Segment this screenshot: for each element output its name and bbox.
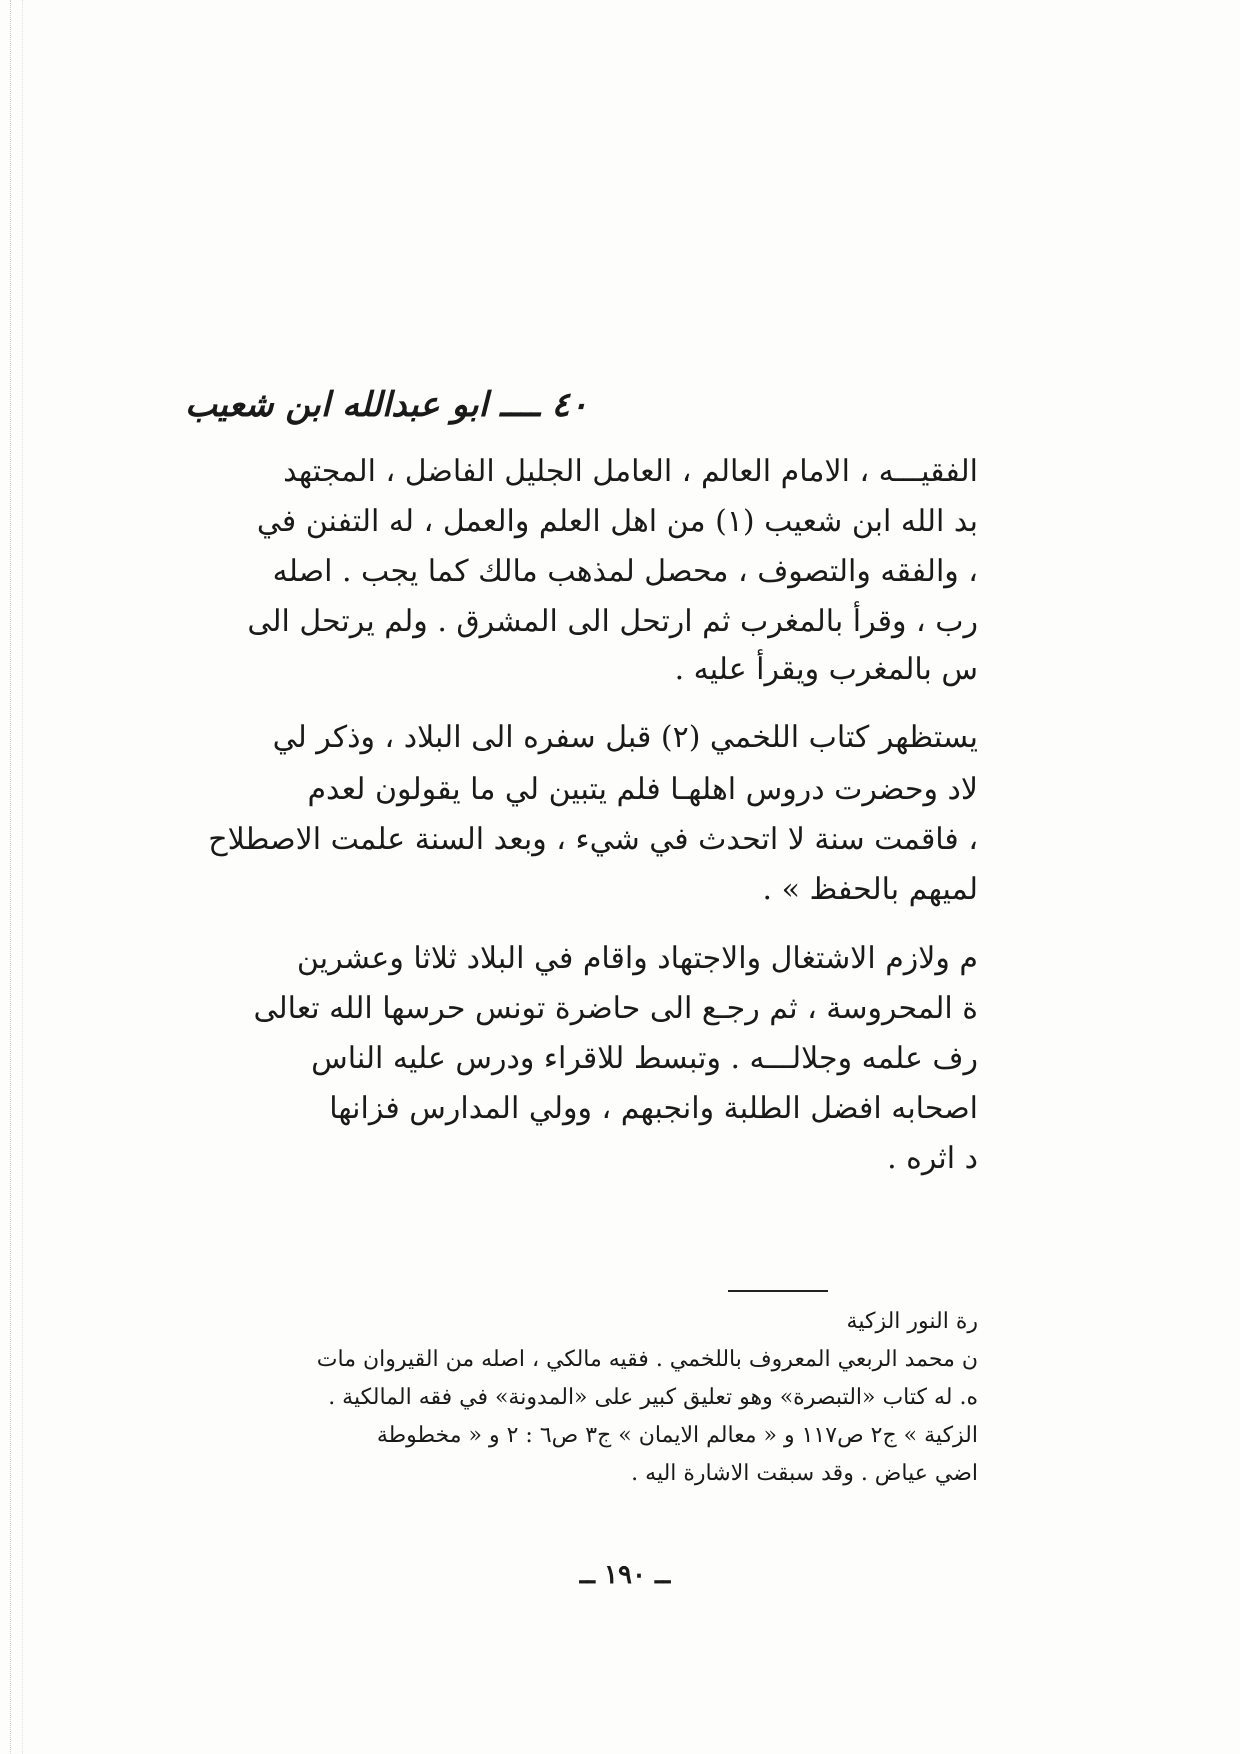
page-number: ــ ١٩٠ ــ: [579, 1560, 671, 1590]
scan-edge-artifact-secondary: [22, 0, 24, 1754]
body-line: م ولازم الاشتغال والاجتهاد واقام في البلاد ثلاثا وعشرين: [296, 941, 978, 976]
body-line: س بالمغرب ويقرأ عليه .: [674, 652, 978, 687]
body-line: د اثره .: [887, 1141, 978, 1176]
footnote-line: رة النور الزكية: [846, 1309, 978, 1334]
section-heading: [185, 385, 705, 425]
footnote-line: ه. له كتاب «التبصرة» وهو تعليق كبير على «المدونة» في فقه المالكية .: [328, 1385, 978, 1410]
body-line: ة المحروسة ، ثم رجـع الى حاضرة تونس حرسها الله تعالى: [253, 991, 978, 1026]
body-line: بد الله ابن شعيب (١) من اهل العلم والعمل ، له التفنن في: [256, 504, 978, 539]
footnote-line: اضي عياض . وقد سبقت الاشارة اليه .: [631, 1461, 978, 1486]
scan-edge-artifact: [10, 0, 14, 1754]
body-line: رب ، وقرأ بالمغرب ثم ارتحل الى المشرق . ولم يرتحل الى: [247, 604, 978, 639]
footnote-line: ن محمد الربعي المعروف باللخمي . فقيه مالكي ، اصله من القيروان مات: [316, 1347, 978, 1372]
body-line: ، والفقه والتصوف ، محصل لمذهب مالك كما يجب . اصله: [272, 554, 978, 589]
body-line: لميهم بالحفظ » .: [762, 872, 978, 907]
body-line: الفقيـــه ، الامام العالم ، العامل الجليل الفاضل ، المجتهد: [283, 454, 978, 489]
body-line: يستظهر كتاب اللخمي (٢) قبل سفره الى البلاد ، وذكر لي: [272, 720, 978, 755]
footnote-line: الزكية » ج٢ ص١١٧ و « معالم الايمان » ج٣ ص٦ : ٢ و « مخطوطة: [376, 1423, 978, 1448]
body-line: اصحابه افضل الطلبة وانجبهم ، وولي المدارس فزانها: [329, 1091, 978, 1126]
body-line: ، فاقمت سنة لا اتحدث في شيء ، وبعد السنة علمت الاصطلاح: [208, 822, 978, 857]
footnote-divider: [728, 1290, 828, 1292]
body-line: لاد وحضرت دروس اهلهـا فلم يتبين لي ما يقولون لعدم: [307, 772, 978, 807]
section-heading-text: ٤٠ ــــ ابو عبدالله ابن شعيب: [185, 385, 589, 425]
body-line: رف علمه وجلالـــه . وتبسط للاقراء ودرس عليه الناس: [311, 1041, 978, 1076]
